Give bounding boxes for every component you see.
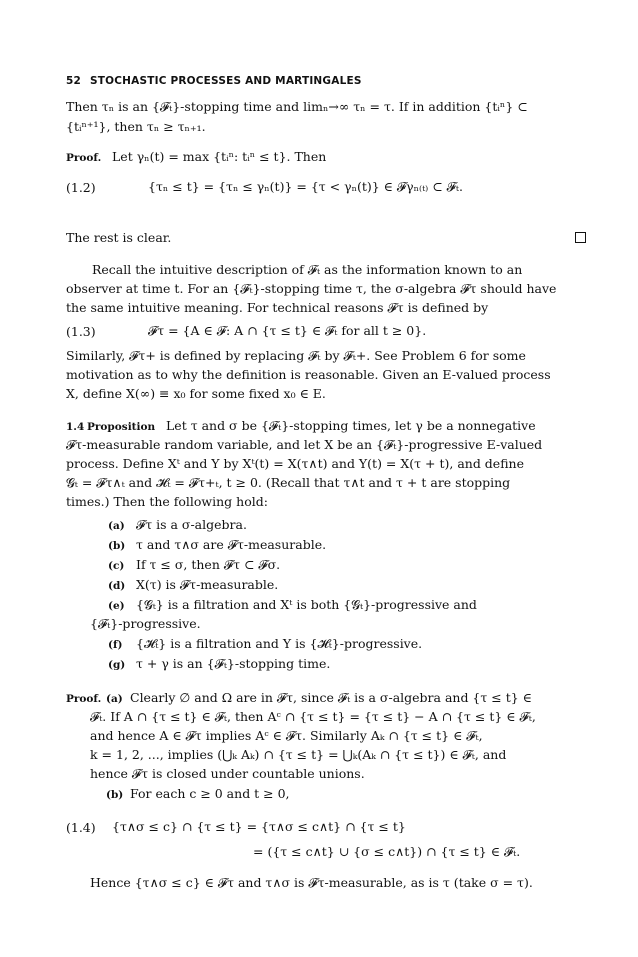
equation: 𝓕τ = {A ∈ 𝓕: A ∩ {τ ≤ t} ∈ 𝓕ₜ for all t ≥ 0}.: [148, 323, 427, 338]
equation-number: (1.3): [66, 324, 96, 339]
text-line: Recall the intuitive description of 𝓕ₜ as the information known to an: [92, 262, 523, 277]
text-line: For each c ≥ 0 and t ≥ 0,: [130, 786, 290, 801]
text-line: Let γₙ(t) = max {tᵢⁿ: tᵢⁿ ≤ t}. Then: [112, 149, 327, 164]
text-line: times.) Then the following hold:: [66, 494, 268, 509]
text-line: motivation as to why the definition is reasonable. Given an E-valued process: [66, 367, 551, 382]
proof-label: Proof.: [66, 693, 102, 705]
text-line: process. Define Xᵗ and Y by Xᵗ(t) = X(τ∧t) and Y(t) = X(τ + t), and define: [66, 456, 524, 471]
equation-number: (1.2): [66, 180, 96, 195]
text-line: Let τ and σ be {𝓕ₜ}-stopping times, let γ be a nonnegative: [166, 418, 536, 433]
list-item: X(τ) is 𝓕τ-measurable.: [136, 577, 279, 592]
text-line: and hence A ∈ 𝓕τ implies Aᶜ ∈ 𝓕τ. Similarly Aₖ ∩ {τ ≤ t} ∈ 𝓕ₜ,: [90, 728, 483, 743]
text-line: the same intuitive meaning. For technical reasons 𝓕τ is defined by: [66, 300, 489, 315]
list-item: {𝓗ₜ} is a filtration and Y is {𝓗ₜ}-progressive.: [136, 636, 423, 651]
text-line: 𝓕ₜ. If A ∩ {τ ≤ t} ∈ 𝓕ₜ, then Aᶜ ∩ {τ ≤ t} = {τ ≤ t} − A ∩ {τ ≤ t} ∈ 𝓕ₜ,: [90, 709, 536, 724]
text-line: k = 1, 2, ..., implies (⋃ₖ Aₖ) ∩ {τ ≤ t} = ⋃ₖ(Aₖ ∩ {τ ≤ t}) ∈ 𝓕ₜ, and: [90, 747, 507, 762]
equation: {τ∧σ ≤ c} ∩ {τ ≤ t} = {τ∧σ ≤ c∧t} ∩ {τ ≤ t}: [112, 819, 406, 834]
text-line: Similarly, 𝓕τ+ is defined by replacing 𝓕ₜ by 𝓕ₜ+. See Problem 6 for some: [66, 348, 526, 363]
text-line: Then τₙ is an {𝓕ₜ}-stopping time and limₙ→∞ τₙ = τ. If in addition {tᵢⁿ} ⊂: [66, 99, 528, 114]
running-title: STOCHASTIC PROCESSES AND MARTINGALES: [90, 75, 362, 87]
equation: = ({τ ≤ c∧t} ∪ {σ ≤ c∧t}) ∩ {τ ≤ t} ∈ 𝓕ₜ.: [253, 844, 521, 859]
text-line: Hence {τ∧σ ≤ c} ∈ 𝓕τ and τ∧σ is 𝓕τ-measurable, as is τ (take σ = τ).: [90, 875, 533, 890]
text-line: The rest is clear.: [66, 230, 172, 245]
item-label: (e): [108, 600, 125, 612]
item-label: (g): [108, 659, 126, 671]
page-number: 52: [66, 75, 82, 87]
text-line: observer at time t. For an {𝓕ₜ}-stopping time τ, the σ-algebra 𝓕τ should have: [66, 281, 557, 296]
list-item-continuation: {𝓕ₜ}-progressive.: [90, 616, 201, 631]
item-label: (d): [108, 580, 126, 592]
item-label: (a): [106, 693, 123, 705]
item-label: (c): [108, 560, 125, 572]
text-line: hence 𝓕τ is closed under countable unions.: [90, 766, 365, 781]
text-line: Clearly ∅ and Ω are in 𝓕τ, since 𝓕ₜ is a σ-algebra and {τ ≤ t} ∈: [130, 690, 532, 705]
text-line: 𝓖ₜ = 𝓕τ∧ₜ and 𝓗ₜ = 𝓕τ+ₜ, t ≥ 0. (Recall that τ∧t and τ + t are stopping: [66, 475, 511, 490]
list-item: If τ ≤ σ, then 𝓕τ ⊂ 𝓕σ.: [136, 557, 281, 572]
text-line: 𝓕τ-measurable random variable, and let X be an {𝓕ₜ}-progressive E-valued: [66, 437, 543, 452]
qed-box: [575, 232, 586, 243]
proposition-number: 1.4: [66, 421, 85, 433]
list-item: 𝓕τ is a σ-algebra.: [136, 517, 247, 532]
item-label: (b): [106, 789, 124, 801]
list-item: τ and τ∧σ are 𝓕τ-measurable.: [136, 537, 327, 552]
equation-number: (1.4): [66, 820, 96, 835]
item-label: (b): [108, 540, 126, 552]
proof-label: Proof.: [66, 152, 102, 164]
item-label: (f): [108, 639, 123, 651]
proposition-label: Proposition: [87, 421, 156, 433]
list-item: {𝓖ₜ} is a filtration and Xᵗ is both {𝓖ₜ}-progressive and: [136, 597, 477, 612]
item-label: (a): [108, 520, 125, 532]
text-line: {tᵢⁿ⁺¹}, then τₙ ≥ τₙ₊₁.: [66, 119, 206, 134]
list-item: τ + γ is an {𝓕ₜ}-stopping time.: [136, 656, 331, 671]
text-line: X, define X(∞) ≡ x₀ for some fixed x₀ ∈ E.: [66, 386, 326, 401]
equation: {τₙ ≤ t} = {τₙ ≤ γₙ(t)} = {τ < γₙ(t)} ∈ 𝓕γₙ₍ₜ₎ ⊂ 𝓕ₜ.: [148, 179, 463, 194]
